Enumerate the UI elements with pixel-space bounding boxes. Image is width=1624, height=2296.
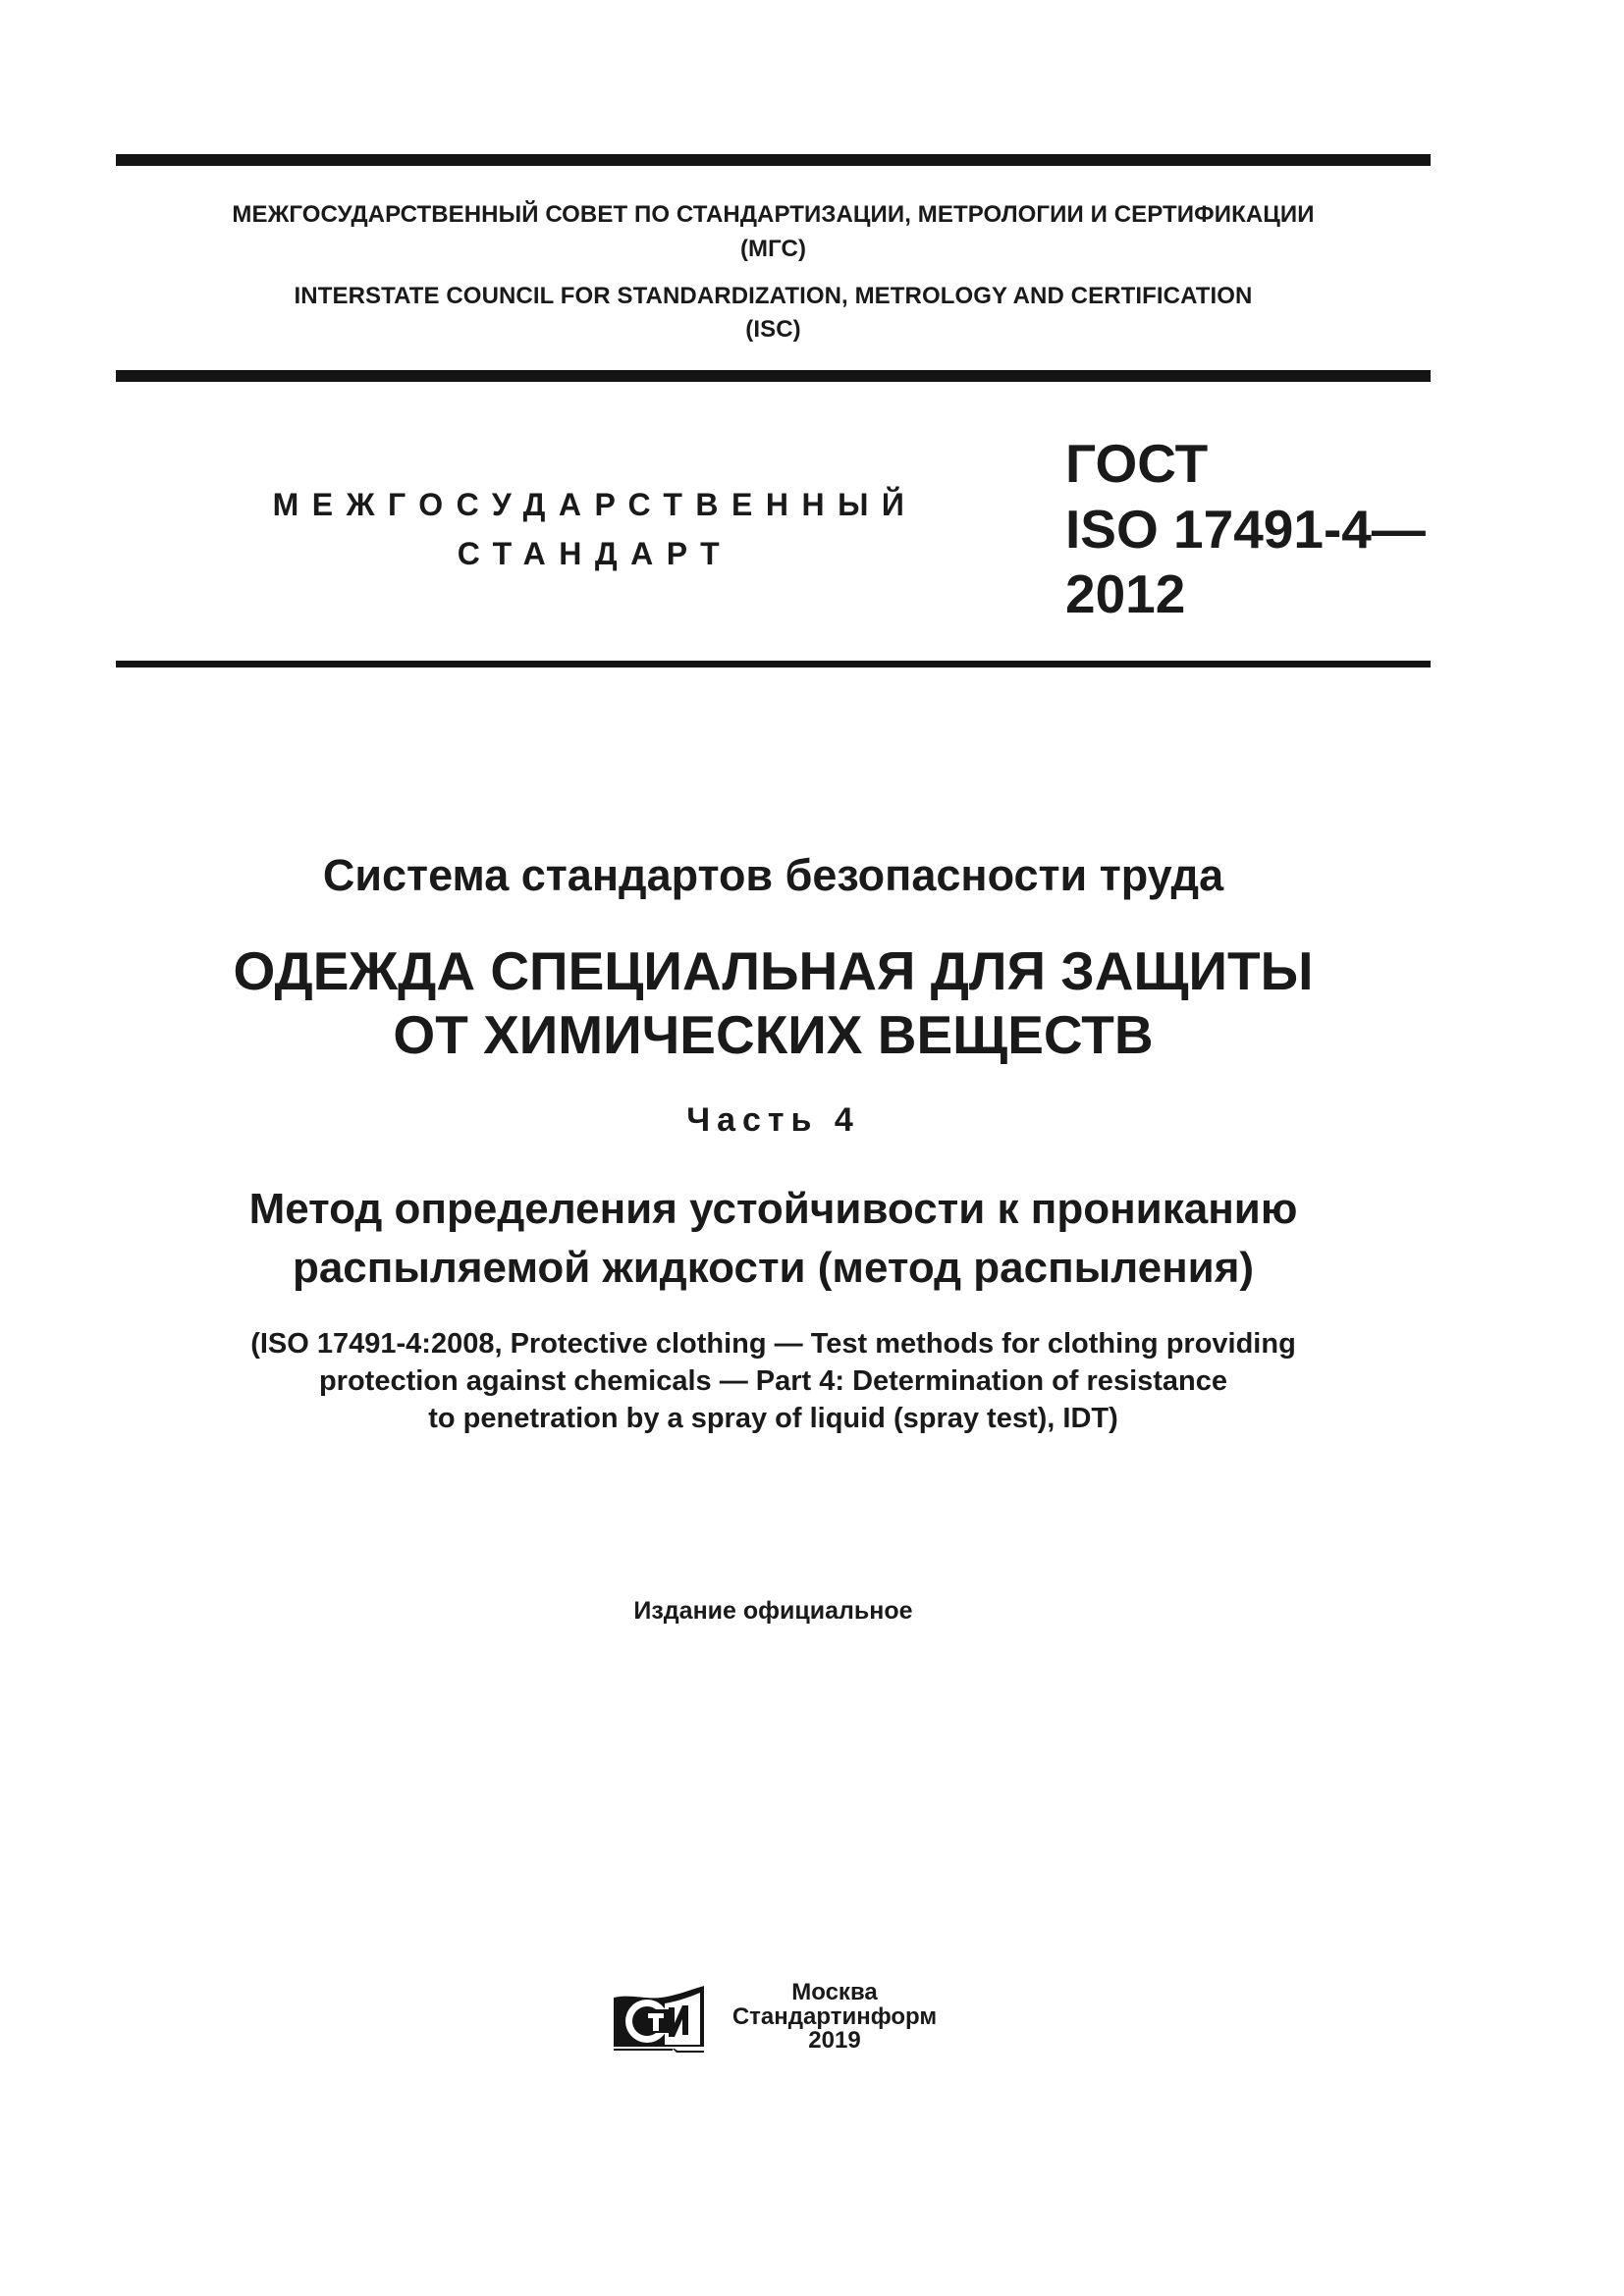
- standartinform-logo-icon: [612, 1984, 706, 2056]
- publisher-block: [609, 1981, 962, 2059]
- designation-gost: ГОСТ: [1065, 433, 1209, 494]
- main-title-line2: ОТ ХИМИЧЕСКИХ ВЕЩЕСТВ: [393, 1004, 1154, 1065]
- council-name-ru: МЕЖГОСУДАРСТВЕННЫЙ СОВЕТ ПО СТАНДАРТИЗАЦИИ, МЕТРОЛОГИИ И СЕРТИФИКАЦИИ: [232, 201, 1315, 228]
- top-rule: [116, 154, 1431, 166]
- publisher-city: Москва: [791, 1979, 878, 2005]
- header-bottom-rule: [116, 370, 1431, 382]
- main-title-line1: ОДЕЖДА СПЕЦИАЛЬНАЯ ДЛЯ ЗАЩИТЫ: [233, 940, 1314, 1001]
- designation-number: ISO 17491-4—: [1065, 499, 1426, 560]
- subtitle-line1: Метод определения устойчивости к прониканию: [248, 1185, 1298, 1233]
- publisher-text: [717, 1981, 952, 2054]
- series-title: Система стандартов безопасности труда: [322, 850, 1224, 900]
- part-number: Часть 4: [686, 1101, 860, 1139]
- publication-year: 2019: [808, 2027, 861, 2054]
- council-name-en: INTERSTATE COUNCIL FOR STANDARDIZATION, METROLOGY AND CERTIFICATION: [294, 283, 1253, 309]
- subtitle-line2: распыляемой жидкости (метод распыления): [292, 1244, 1255, 1292]
- standard-type-line1: МЕЖГОСУДАРСТВЕННЫЙ: [272, 487, 918, 522]
- designation-year: 2012: [1065, 563, 1186, 624]
- council-abbr-ru: (МГС): [739, 236, 807, 262]
- designation-bottom-rule: [116, 661, 1431, 667]
- iso-reference-line2: protection against chemicals — Part 4: Determination of resistance: [318, 1365, 1228, 1397]
- iso-reference-line3: to penetration by a spray of liquid (spray test), IDT): [428, 1403, 1118, 1434]
- official-edition-label: Издание официальное: [633, 1597, 913, 1625]
- iso-reference-line1: (ISO 17491-4:2008, Protective clothing — Test methods for clothing providing: [250, 1328, 1296, 1360]
- publisher-name: Стандартинформ: [731, 2002, 938, 2030]
- standard-type-line2: СТАНДАРТ: [457, 536, 733, 571]
- council-abbr-en: (ISC): [745, 316, 801, 343]
